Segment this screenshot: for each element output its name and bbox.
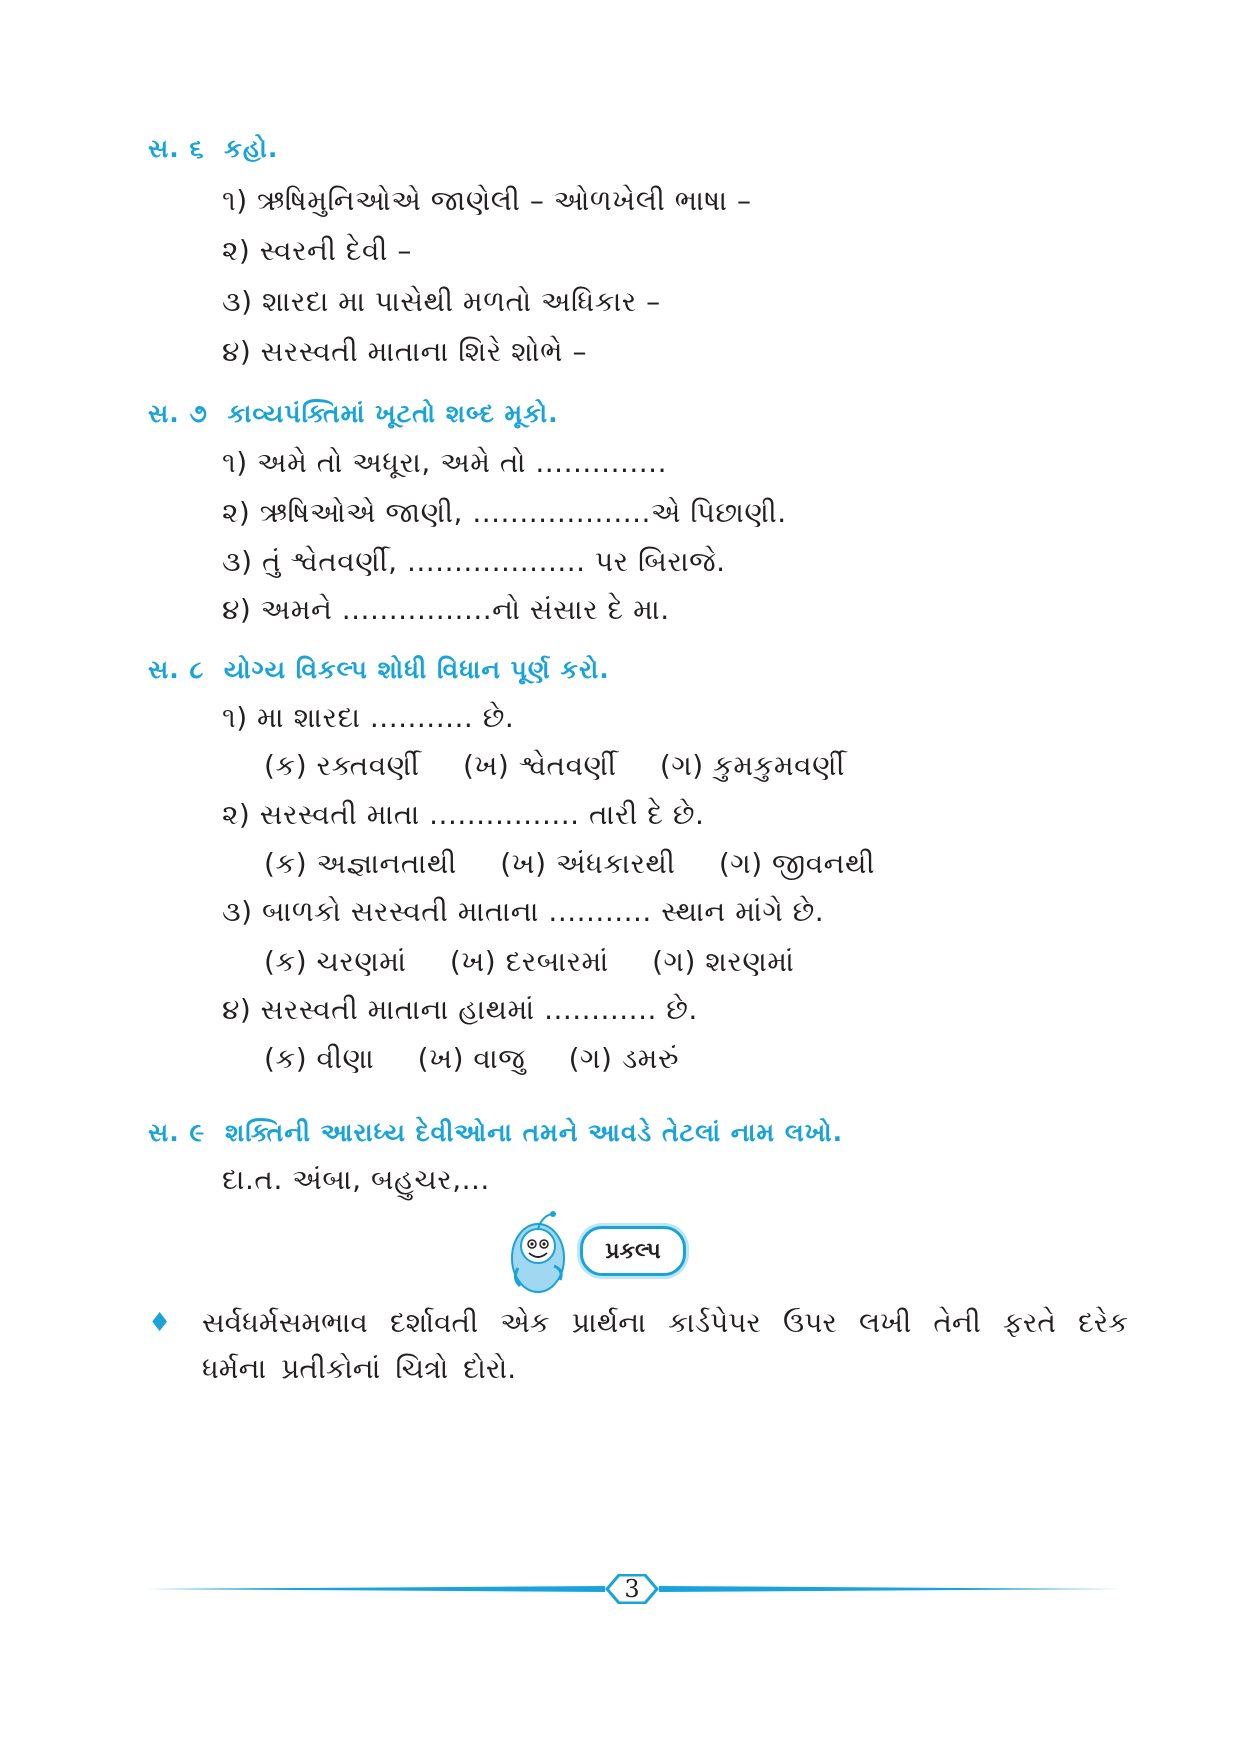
q8-item-2-option-c[interactable]: (ગ) જીવનથી [718, 847, 876, 880]
q7-item-1: ૧) અમે તો અધૂરા, અમે તો .............. [222, 446, 667, 479]
q7-item-3: ૩) તું શ્વેતવર્ણી, ................... પર બિરાજે. [222, 545, 726, 578]
q8-item-2-option-a[interactable]: (ક) અજ્ઞાનતાથી [264, 847, 457, 880]
page-number: 3 [624, 1575, 640, 1603]
q8-item-3-option-c[interactable]: (ગ) શરણમાં [652, 945, 795, 978]
question-8-title: યોગ્ય વિકલ્પ શોધી વિધાન પૂર્ણ કરો. [223, 655, 610, 684]
q9-example: દા.ત. અંબા, બહુચર,... [222, 1163, 490, 1196]
q8-item-2: ૨) સરસ્વતી માતા ................ તારી દે છે. [222, 798, 705, 831]
mascot-icon [498, 1206, 578, 1306]
q8-item-4: ૪) સરસ્વતી માતાના હાથમાં ............ છે. [222, 993, 698, 1026]
q8-item-3: ૩) બાળકો સરસ્વતી માતાના ........... સ્થાન માંગે છે. [222, 895, 825, 928]
question-8-heading [148, 655, 610, 685]
q8-item-4-option-c[interactable]: (ગ) ડમરું [568, 1042, 679, 1075]
q8-item-3-option-b[interactable]: (ખ) દરબારમાં [449, 945, 609, 978]
question-7-heading [148, 399, 559, 429]
project-instruction [148, 1300, 1128, 1392]
q6-item-2: ૨) સ્વરની દેવી – [222, 234, 412, 267]
q6-item-3: ૩) શારદા મા પાસેથી મળતો અધિકાર – [222, 285, 661, 318]
question-9-heading [148, 1118, 843, 1148]
q8-item-3-options [264, 945, 828, 979]
project-badge: પ્રકલ્પ [580, 1226, 686, 1276]
q8-item-4-options [264, 1042, 713, 1076]
question-7-number: સ. ૭ [148, 399, 208, 428]
question-6-heading [148, 134, 278, 164]
q6-item-1: ૧) ઋષિમુનિઓએ જાણેલી – ઓળખેલી ભાષા – [222, 184, 752, 217]
question-9-title: શક્તિની આરાધ્ય દેવીઓના તમને આવડે તેટલાં નામ લખો. [224, 1118, 844, 1147]
q7-item-2: ૨) ઋષિઓએ જાણી, ...................એ પિછાણી. [222, 496, 787, 529]
project-text: સર્વધર્મસમભાવ દર્શાવતી એક પ્રાર્થના કાર્ડપેપર ઉપર લખી તેની ફરતે દરેક ધર્મના પ્રતીકોનાં ચિત્રો દોરો. [202, 1306, 1128, 1385]
question-6-title: કહો. [224, 134, 279, 163]
question-6-number: સ. ૬ [148, 134, 205, 163]
q8-item-4-option-b[interactable]: (ખ) વાજુ [417, 1042, 526, 1075]
question-8-number: સ. ૮ [148, 655, 205, 684]
q8-item-1-option-b[interactable]: (ખ) શ્વેતવર્ણી [462, 749, 617, 782]
q7-item-4: ૪) અમને ................નો સંસાર દે મા. [222, 593, 670, 626]
q8-item-1: ૧) મા શારદા ........... છે. [222, 701, 515, 734]
q8-item-3-option-a[interactable]: (ક) ચરણમાં [264, 945, 407, 978]
question-9-number: સ. ૯ [148, 1118, 206, 1147]
diamond-bullet-icon: ♦ [148, 1308, 172, 1338]
project-badge-group [498, 1206, 688, 1306]
q8-item-2-option-b[interactable]: (ખ) અંધકારથી [500, 847, 676, 880]
q6-item-4: ૪) સરસ્વતી માતાના શિરે શોભે – [222, 335, 587, 368]
q8-item-1-option-a[interactable]: (ક) રક્તવર્ણી [264, 749, 420, 782]
question-7-title: કાવ્યપંક્તિમાં ખૂટતો શબ્દ મૂકો. [227, 399, 559, 428]
q8-item-1-options [264, 749, 879, 783]
q8-item-2-options [264, 847, 909, 881]
page-footer [145, 1574, 1120, 1604]
q8-item-4-option-a[interactable]: (ક) વીણા [264, 1042, 375, 1075]
q8-item-1-option-c[interactable]: (ગ) કુમકુમવર્ણી [659, 749, 846, 782]
